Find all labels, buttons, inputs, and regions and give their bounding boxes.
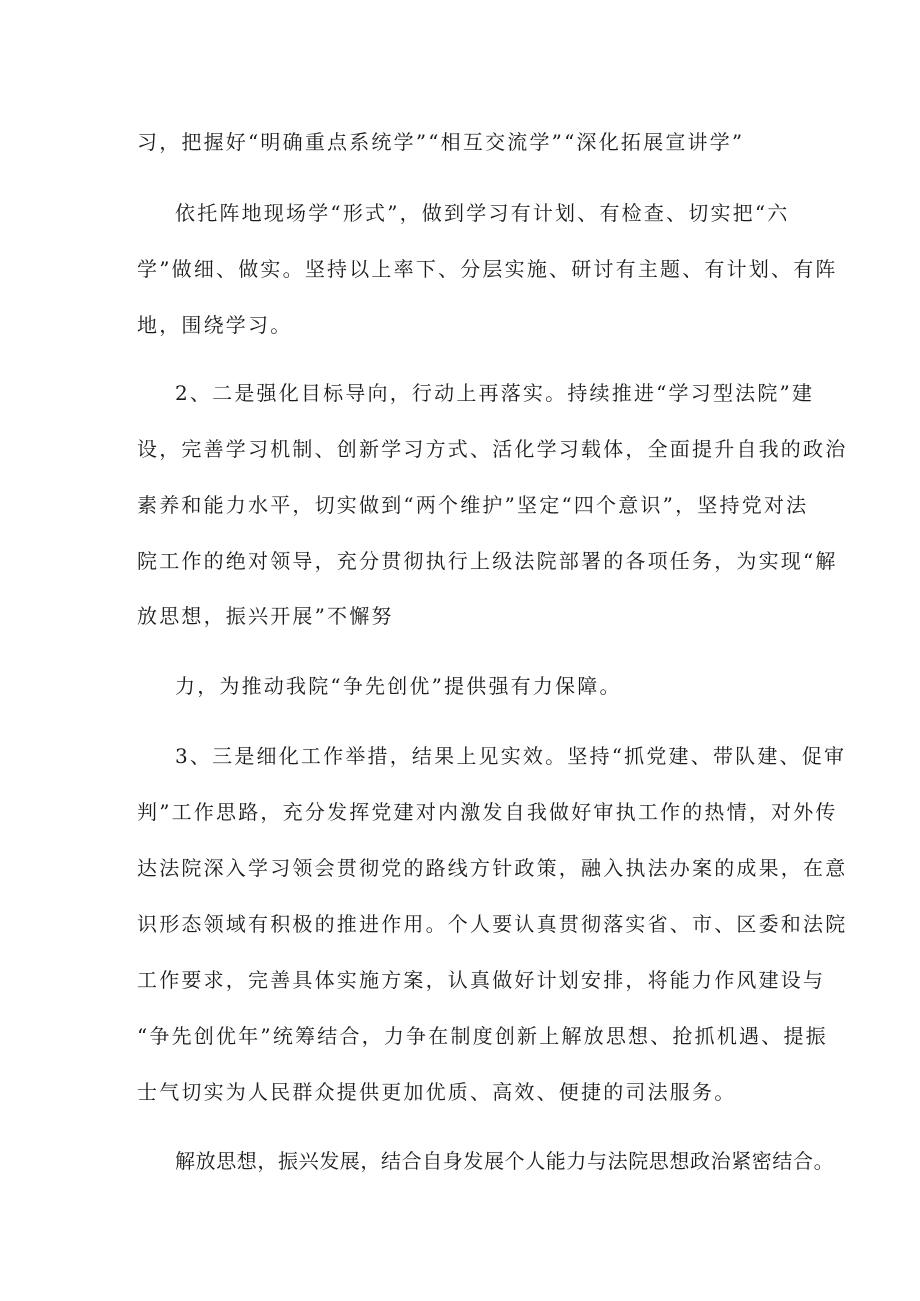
text-line-12: 判”工作思路，充分发挥党建对内激发自我做好审执工作的热情，对外传 xyxy=(137,800,838,824)
text-line-9: 放思想，振兴开展”不懈努 xyxy=(137,604,394,628)
text-line-18: 解放思想，振兴发展，结合自身发展个人能力与法院思想政治紧密结合。 xyxy=(175,1149,835,1173)
text-line-7: 素养和能力水平，切实做到“两个维护”坚定“四个意识”，坚持党对法 xyxy=(137,493,809,517)
text-line-11: 3、三是细化工作举措，结果上见实效。坚持“抓党建、带队建、促审 xyxy=(175,744,847,768)
text-line-16: “争先创优年”统筹结合，力争在制度创新上解放思想、抢抓机遇、提振 xyxy=(137,1024,828,1048)
text-line-6: 设，完善学习机制、创新学习方式、活化学习载体，全面提升自我的政治 xyxy=(137,437,848,461)
text-line-5: 2、二是强化目标导向，行动上再落实。持续推进“学习型法院”建 xyxy=(175,381,815,405)
text-line-17: 士气切实为人民群众提供更加优质、高效、便捷的司法服务。 xyxy=(137,1080,737,1104)
text-line-13: 达法院深入学习领会贯彻党的路线方针政策，融入执法办案的成果，在意 xyxy=(137,856,848,880)
text-line-8: 院工作的绝对领导，充分贯彻执行上级法院部署的各项任务，为实现“解 xyxy=(137,549,838,573)
text-line-15: 工作要求，完善具体实施方案，认真做好计划安排，将能力作风建设与 xyxy=(137,968,826,992)
text-line-10: 力，为推动我院“争先创优”提供强有力保障。 xyxy=(175,674,622,698)
text-line-3: 学”做细、做实。坚持以上率下、分层实施、研讨有主题、有计划、有阵 xyxy=(137,257,838,281)
text-line-14: 识形态领域有积极的推进作用。个人要认真贯彻落实省、市、区委和法院 xyxy=(137,912,848,936)
text-line-1: 习，把握好“明确重点系统学”“相互交流学”“深化拓展宣讲学” xyxy=(137,130,745,154)
text-line-2: 依托阵地现场学“形式”，做到学习有计划、有检查、切实把“六 xyxy=(175,201,790,225)
text-line-4: 地，围绕学习。 xyxy=(137,313,293,337)
